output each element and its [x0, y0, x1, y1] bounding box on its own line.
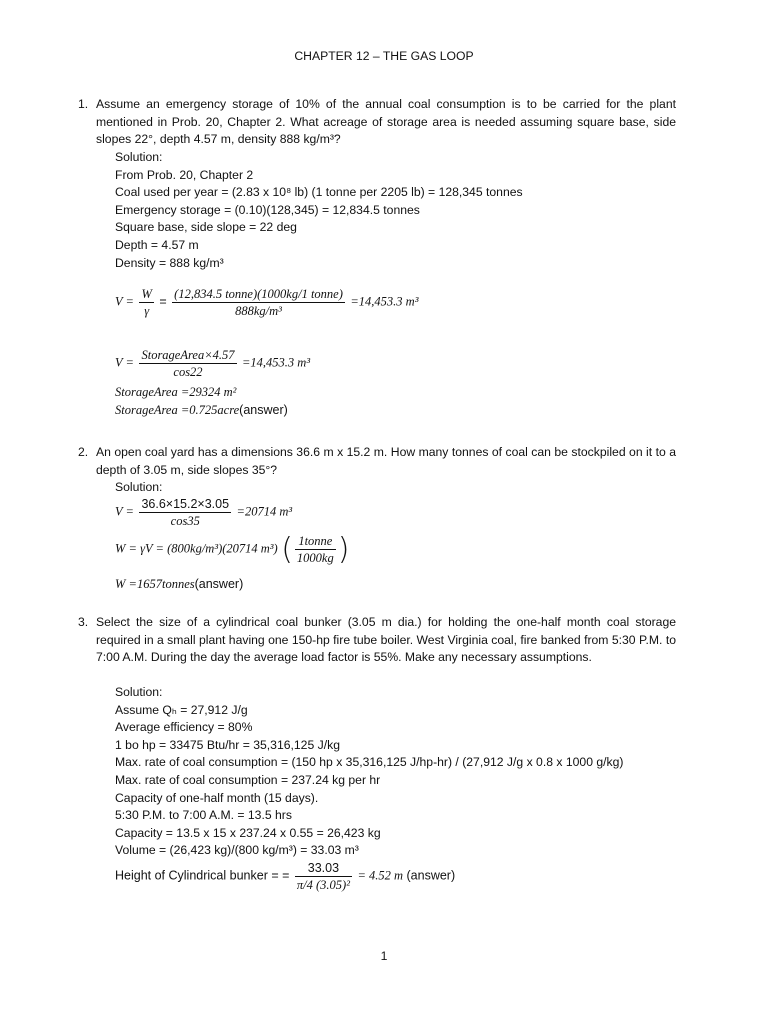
problem-2-solution: [115, 479, 162, 497]
solution-line: From Prob. 20, Chapter 2: [115, 167, 254, 182]
equation-volume-2: [115, 347, 310, 380]
problem-2-text: An open coal yard has a dimensions 36.6 m x 15.2 m. How many tonnes of coal can be stockpiled on it to a depth of 3.05 m, side slopes 35°?: [96, 445, 676, 477]
equation-lhs: V =: [115, 504, 134, 519]
equation-volume-1: [115, 286, 418, 319]
solution-line: Max. rate of coal consumption = (150 hp x 35,316,125 J/hp-hr) / (27,912 J/g x 0.8 x 1000 g/kg): [115, 755, 624, 770]
fraction-denominator: π/4 (3.05)²: [296, 878, 350, 892]
equation-text: StorageArea =29324 m²: [115, 385, 237, 399]
answer-label: (answer): [239, 403, 288, 417]
problem-1-solution: [115, 149, 523, 272]
problem-3-statement: [78, 614, 676, 667]
answer-label: (answer): [194, 577, 244, 591]
solution-line: Capacity of one-half month (15 days).: [115, 790, 319, 805]
problem-2-number: 2.: [78, 445, 89, 459]
solution-line: Max. rate of coal consumption = 237.24 kg per hr: [115, 772, 381, 787]
solution-line: 5:30 P.M. to 7:00 A.M. = 13.5 hrs: [115, 808, 292, 823]
fraction: [172, 286, 345, 319]
problem-1-statement: [78, 96, 676, 149]
fraction-numerator: (12,834.5 tonne)(1000kg/1 tonne): [174, 287, 343, 301]
page-number: 1: [380, 949, 388, 963]
equation-lhs: W = γV = (800kg/m³)(20714 m³): [115, 541, 278, 556]
equation-result: =20714 m³: [236, 504, 293, 519]
solution-line: Density = 888 kg/m³: [115, 255, 224, 270]
solution-line: Solution:: [115, 480, 163, 494]
equals-sign: =: [159, 294, 167, 309]
fraction: [139, 496, 231, 529]
equation-lhs: V =: [115, 355, 134, 370]
equation-label: Height of Cylindrical bunker = =: [115, 868, 290, 883]
fraction-numerator: 1tonne: [295, 533, 336, 550]
equation-lhs: V =: [115, 294, 134, 309]
fraction-numerator: W: [141, 287, 152, 301]
equation-coal-yard-volume: [115, 496, 292, 529]
problem-3-text: Select the size of a cylindrical coal bunker (3.05 m dia.) for holding the one-half month coal storage required in a small plant having one 150-hp fire tube boiler. West Virginia coal, fire banked from 5:30 P.M. to 7:00 A.M. During the day the average load factor is 55%. Make any necessary assumptions.: [96, 615, 676, 665]
fraction-numerator: 33.03: [295, 860, 352, 877]
solution-line: Capacity = 13.5 x 15 x 237.24 x 0.55 = 26,423 kg: [115, 825, 381, 840]
equation-text: W =1657tonnes: [115, 577, 195, 591]
problem-1-text: Assume an emergency storage of 10% of the annual coal consumption is to be carried for the plant mentioned in Prob. 20, Chapter 2. What acreage of storage area is needed assuming square base, side slopes 22°, depth 4.57 m, density 888 kg/m³?: [96, 97, 676, 147]
solution-line: Assume Qₕ = 27,912 J/g: [115, 702, 248, 717]
answer-label: (answer): [406, 868, 456, 883]
fraction-denominator: 888kg/m³: [235, 304, 282, 318]
equation-result: =14,453.3 m³: [241, 355, 311, 370]
solution-line: Average efficiency = 80%: [115, 720, 253, 735]
fraction: [295, 533, 336, 566]
solution-line: Solution:: [115, 685, 163, 699]
right-paren-icon: ): [337, 531, 350, 567]
equation-storage-acre: [115, 402, 288, 420]
problem-3-number: 3.: [78, 615, 89, 629]
equation-tonnes-answer: [115, 576, 243, 594]
equation-text: StorageArea =0.725acre: [115, 403, 240, 417]
fraction: [139, 286, 153, 319]
problem-3-solution: [115, 684, 623, 860]
equation-result: = 4.52 m: [357, 868, 404, 883]
solution-line: Solution:: [115, 150, 163, 164]
fraction: [295, 860, 352, 893]
solution-line: Volume = (26,423 kg)/(800 kg/m³) = 33.03 m³: [115, 843, 359, 858]
equation-bunker-height: [115, 860, 455, 893]
solution-line: 1 bo hp = 33475 Btu/hr = 35,316,125 J/kg: [115, 737, 340, 752]
fraction-numerator: 36.6×15.2×3.05: [141, 497, 230, 511]
fraction-numerator: StorageArea×4.57: [141, 348, 235, 362]
equation-storage-area: [115, 384, 236, 402]
problem-2-statement: [78, 444, 676, 479]
fraction-denominator: cos35: [170, 514, 200, 528]
equation-result: =14,453.3 m³: [350, 294, 419, 309]
chapter-title: CHAPTER 12 – THE GAS LOOP: [294, 49, 474, 63]
solution-line: Coal used per year = (2.83 x 10⁸ lb) (1 tonne per 2205 lb) = 128,345 tonnes: [115, 185, 523, 200]
solution-line: Emergency storage = (0.10)(128,345) = 12,834.5 tonnes: [115, 202, 420, 217]
fraction-denominator: γ: [144, 304, 150, 318]
problem-1-number: 1.: [78, 97, 89, 111]
equation-coal-weight: [115, 533, 349, 566]
fraction: [139, 347, 236, 380]
fraction-denominator: 1000kg: [296, 551, 334, 565]
solution-line: Square base, side slope = 22 deg: [115, 220, 297, 235]
fraction-denominator: cos22: [173, 365, 203, 379]
left-paren-icon: (: [281, 531, 293, 567]
solution-line: Depth = 4.57 m: [115, 237, 199, 252]
